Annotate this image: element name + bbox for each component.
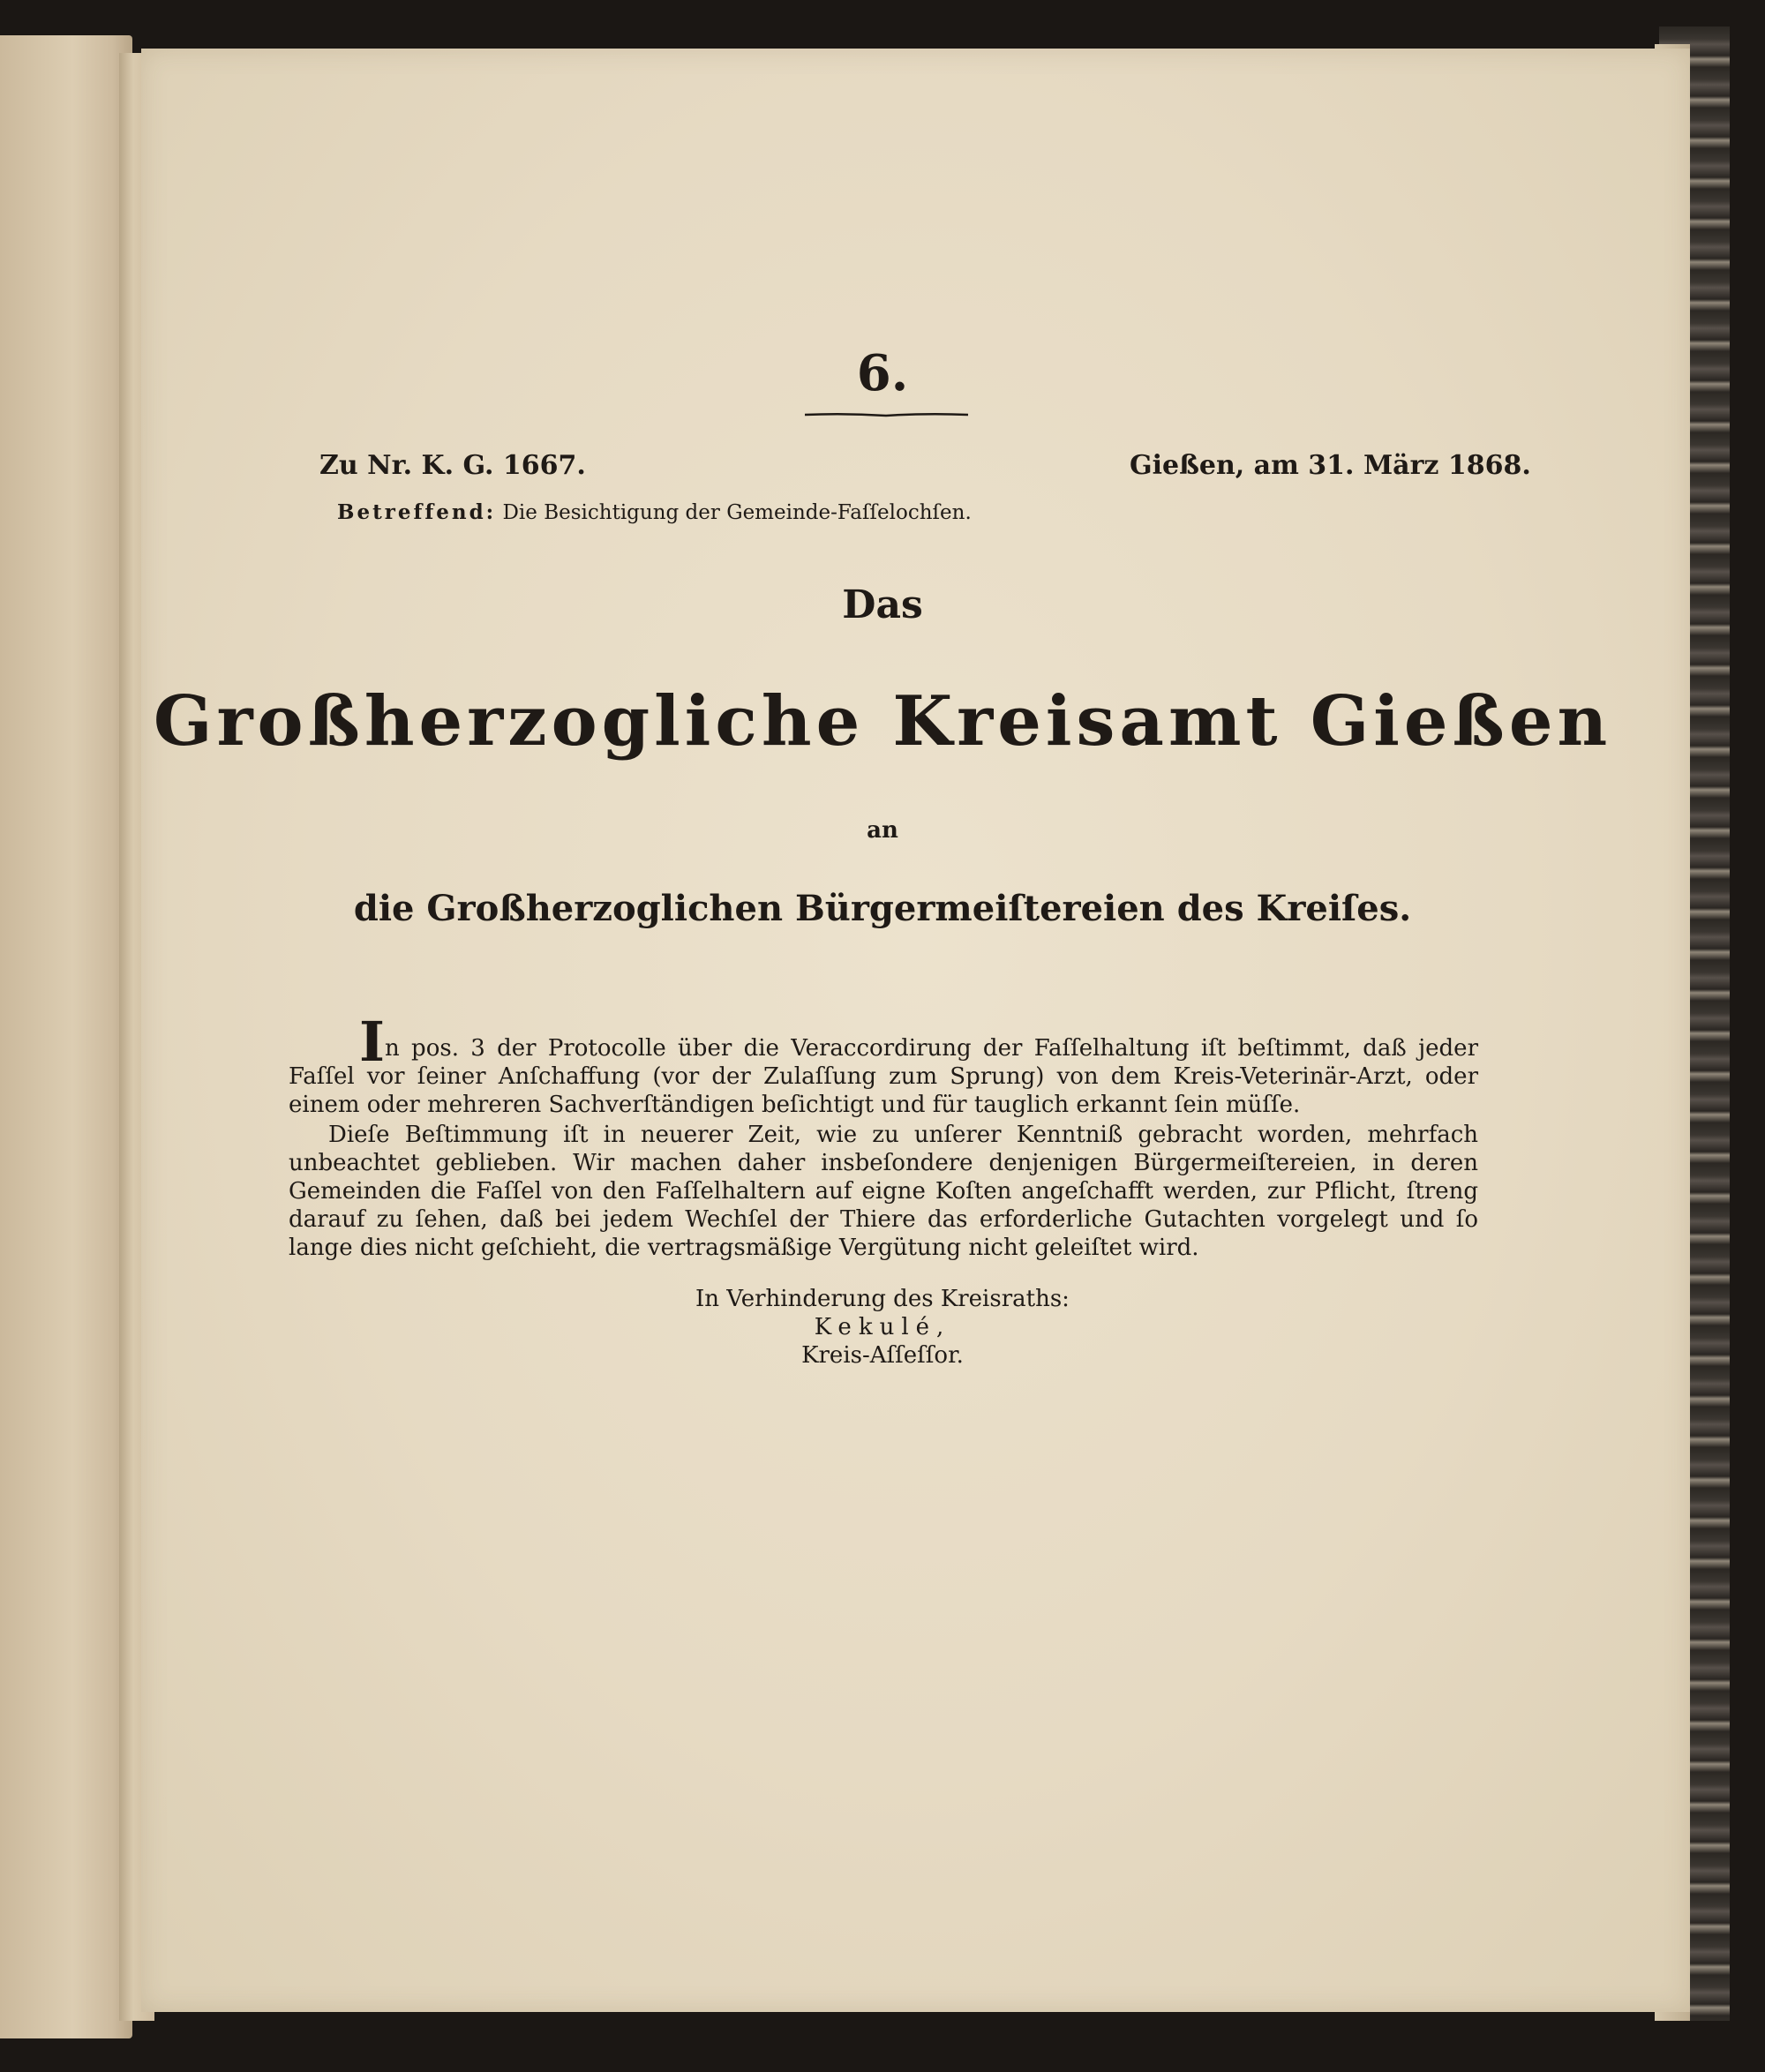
signature-title: Kreis-Aſſeſſor. (801, 1342, 964, 1369)
paragraph-1-text: n pos. 3 der Protocolle über die Veraccordirung der Faſſelhaltung iſt beſtimmt, daß jeder Faſſel vor ſeiner Anſchaffung (vor der Zulaſſung zum Sprung) von dem Kreis-Veterinär-Arzt, oder einem oder mehreren Sachverſtändigen beſichtigt und für tauglich erkannt ſein müſſe. (289, 1035, 1478, 1118)
subject-text: Die Besichtigung der Gemeinde-Faſſelochſen. (502, 501, 972, 524)
subject-label: Betreffend: (337, 500, 497, 524)
authority-heading: Großherzogliche Kreisamt Gießen (153, 681, 1612, 762)
decorative-rule (805, 412, 968, 417)
signature-name: Kekulé, (814, 1314, 951, 1340)
body-paragraph-2: Dieſe Beſtimmung iſt in neuerer Zeit, wie zu unſerer Kenntniß gebracht worden, mehrfach unbeachtet geblieben. Wir machen daher insbeſondere denjenigen Bürgermeiſtereien, in deren Gemeinden die Faſſel von den Faſſelhaltern auf eigne Koſten angeſchafft werden, zur Pflicht, ſtreng darauf zu ſehen, daß bei jedem Wechſel der Thiere das erforderliche Gutachten vorgelegt und ſo lange dies nicht geſchieht, die vertragsmäßige Vergütung nicht geleiſtet wird. (289, 1122, 1478, 1261)
reference-number: Zu Nr. K. G. 1667. (319, 450, 586, 481)
addressees: die Großherzoglichen Bürgermeiſtereien des Kreiſes. (353, 888, 1412, 929)
preposition: an (867, 817, 898, 844)
body-paragraph-1 (289, 1010, 1478, 1119)
place-date: Gießen, am 31. März 1868. (1130, 450, 1531, 481)
left-facing-page (0, 35, 132, 2038)
salutation: Das (842, 582, 923, 627)
signature-preamble: In Verhinderung des Kreisraths: (695, 1286, 1070, 1312)
drop-initial: I (359, 1010, 386, 1074)
document-number: 6. (856, 344, 909, 402)
subject-line (337, 500, 972, 524)
